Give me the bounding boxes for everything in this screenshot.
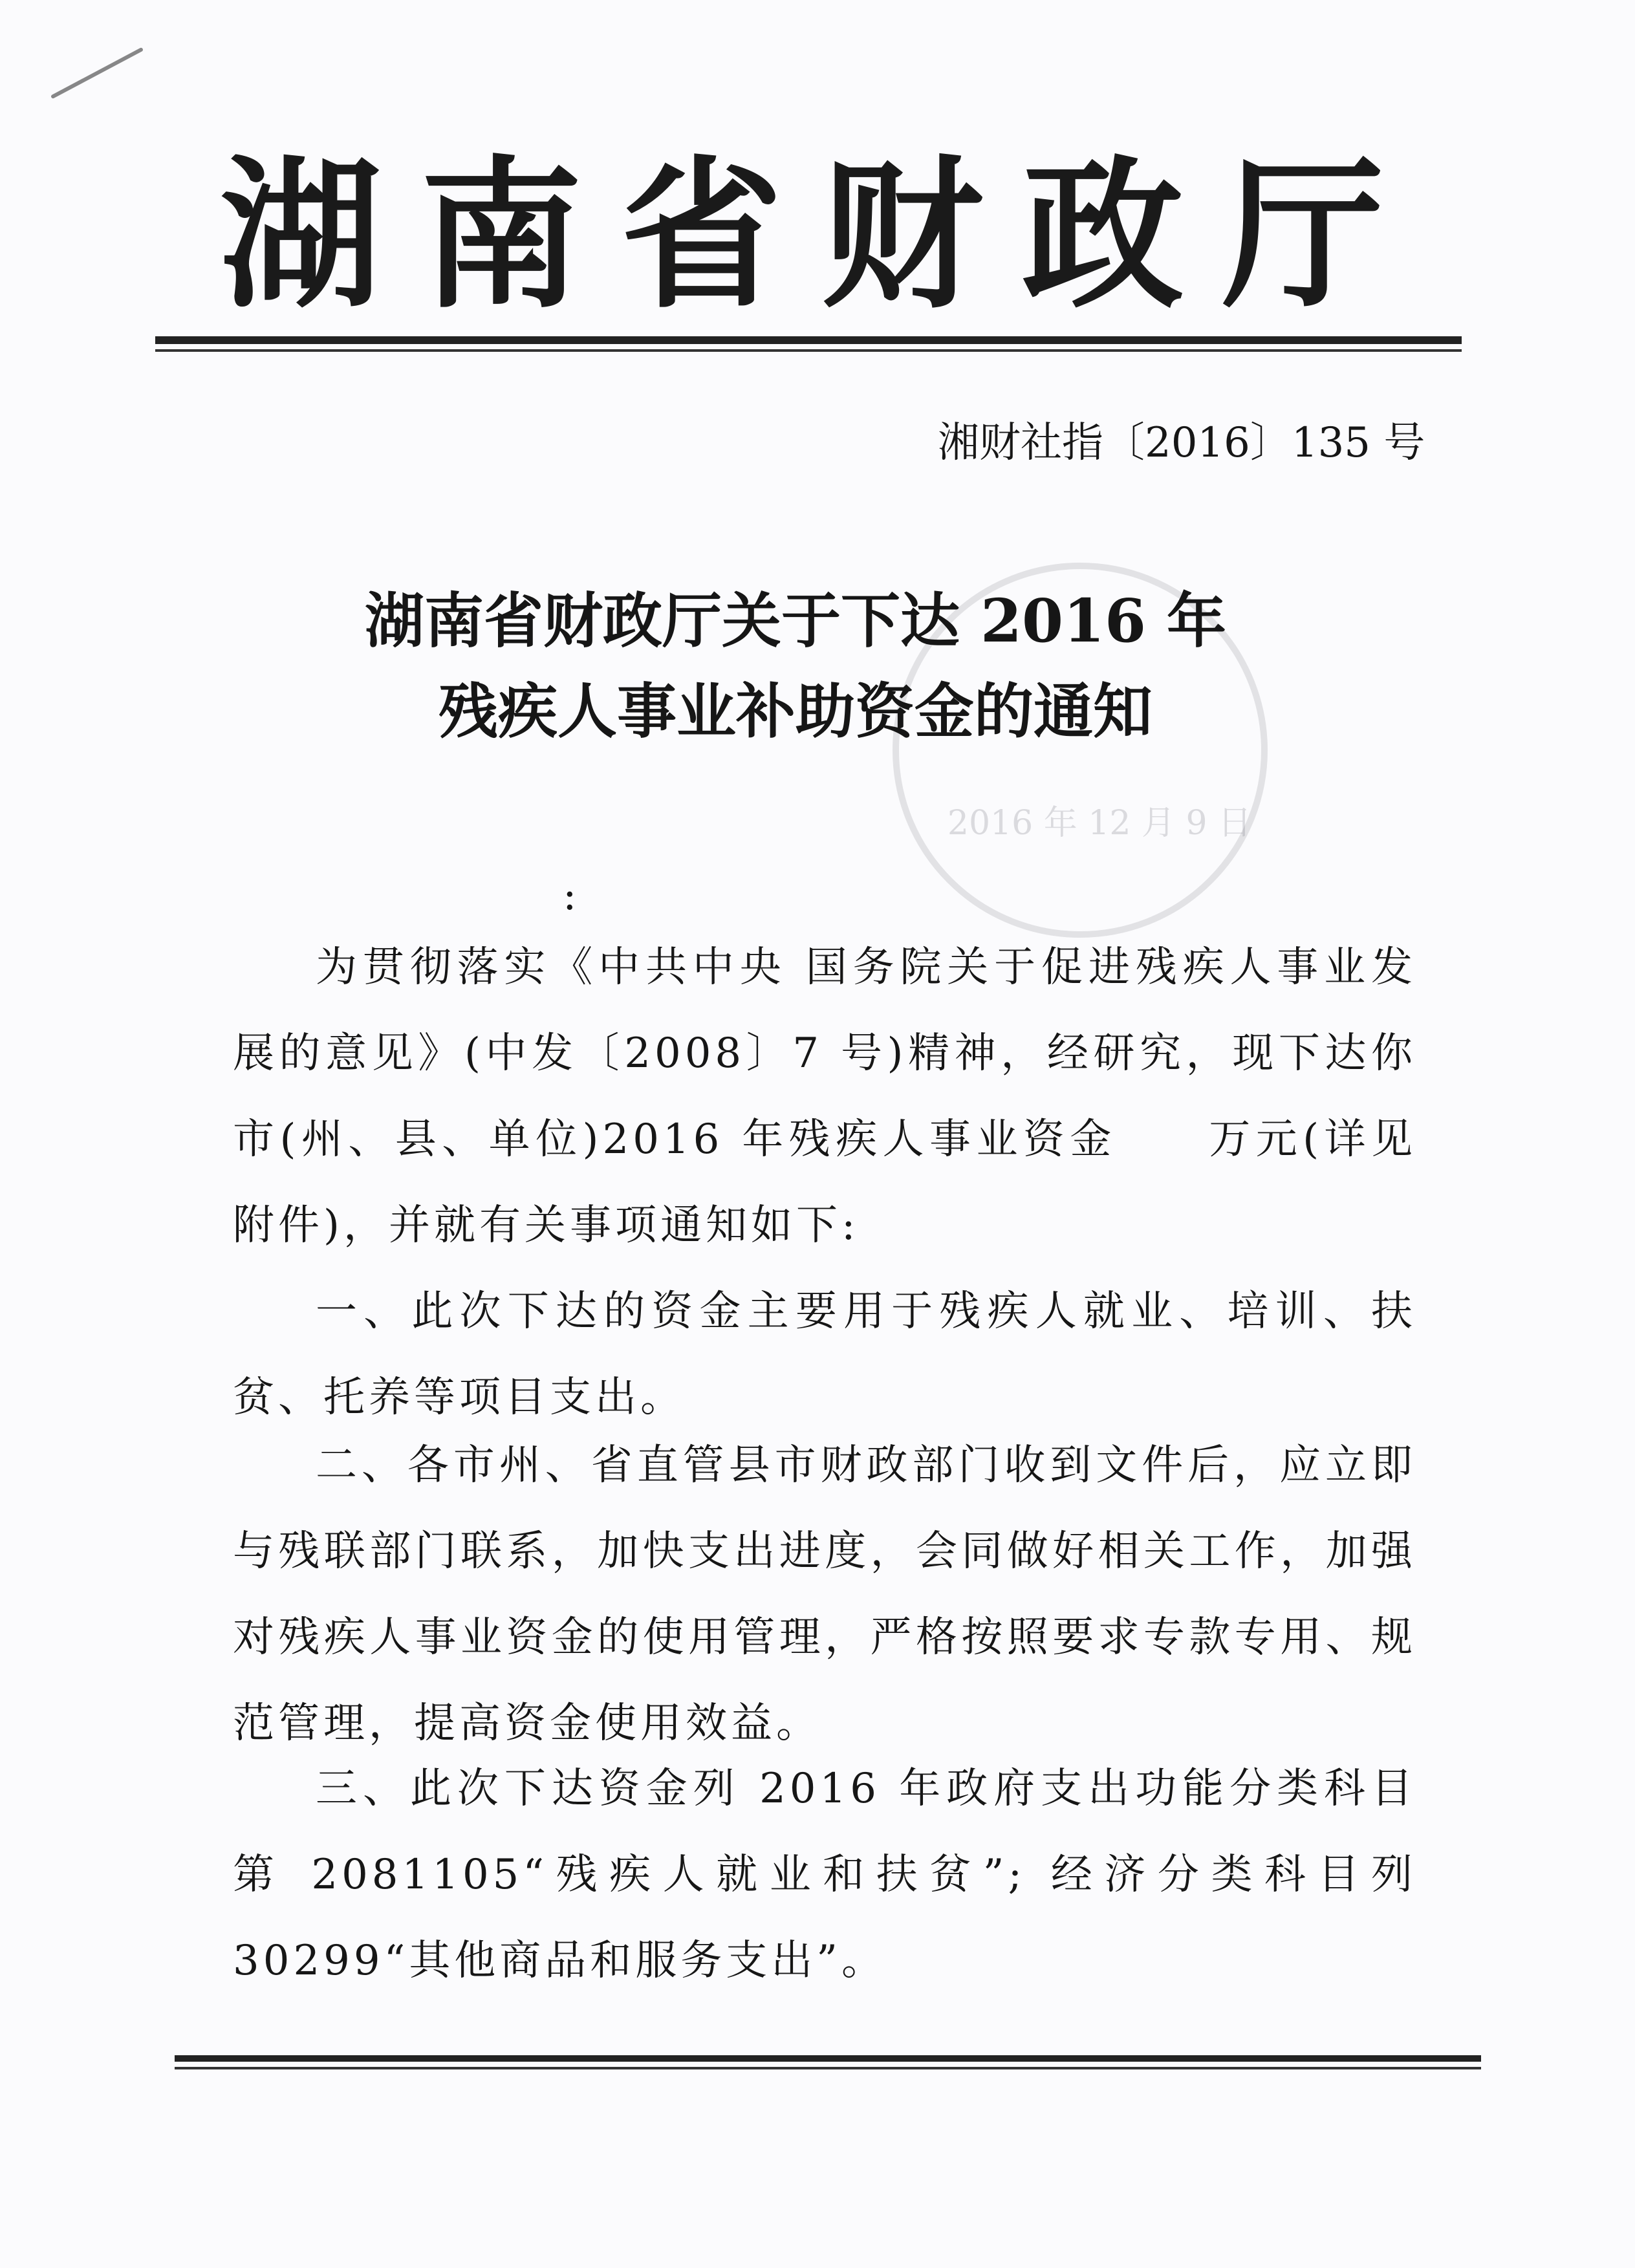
- body-paragraph-item-2: 二、各市州、省直管县市财政部门收到文件后，应立即与残联部门联系，加快支出进度，会同做好相关工作，加强对残疾人事业资金的使用管理，严格按照要求专款专用、规范管理，提高资金使用效益。: [233, 1442, 1416, 1747]
- body-paragraph-item-3: 三、此次下达资金列 2016 年政府支出功能分类科目第 2081105“残疾人就业和扶贫”; 经济分类科目列 30299“其他商品和服务支出”。: [233, 1765, 1416, 1985]
- intro-text-before-amount: 为贯彻落实《中共中央 国务院关于促进残疾人事业发展的意见》(中发〔2008〕7 号)精神，经研究，现下达你市(州、县、单位)2016 年残疾人事业资金: [233, 944, 1416, 1163]
- seal-date-ghost: 2016 年 12 月 9 日: [947, 804, 1252, 843]
- scan-scratch-mark: [50, 47, 144, 99]
- notice-title: [194, 576, 1397, 757]
- letterhead-rule-thick: [155, 336, 1462, 344]
- notice-title-line1: 湖南省财政厅关于下达 2016 年: [364, 586, 1227, 656]
- letterhead-rule-thin: [155, 349, 1462, 352]
- body-paragraph-intro: [233, 925, 1416, 1269]
- body-paragraph-item-1: 一、此次下达的资金主要用于残疾人就业、培训、扶贫、托养等项目支出。: [233, 1288, 1416, 1421]
- document-number: 湘财社指〔2016〕135 号: [938, 419, 1425, 467]
- intro-text-after-amount: 万元(详见附件)，并就有关事项通知如下:: [233, 1116, 1417, 1249]
- footer-rule-thin: [175, 2067, 1481, 2069]
- agency-letterhead: 湖南省财政厅: [220, 142, 1423, 330]
- salutation-colon: :: [563, 872, 577, 920]
- footer-rule-thick: [175, 2055, 1481, 2062]
- notice-title-line2: 残疾人事业补助资金的通知: [438, 676, 1153, 746]
